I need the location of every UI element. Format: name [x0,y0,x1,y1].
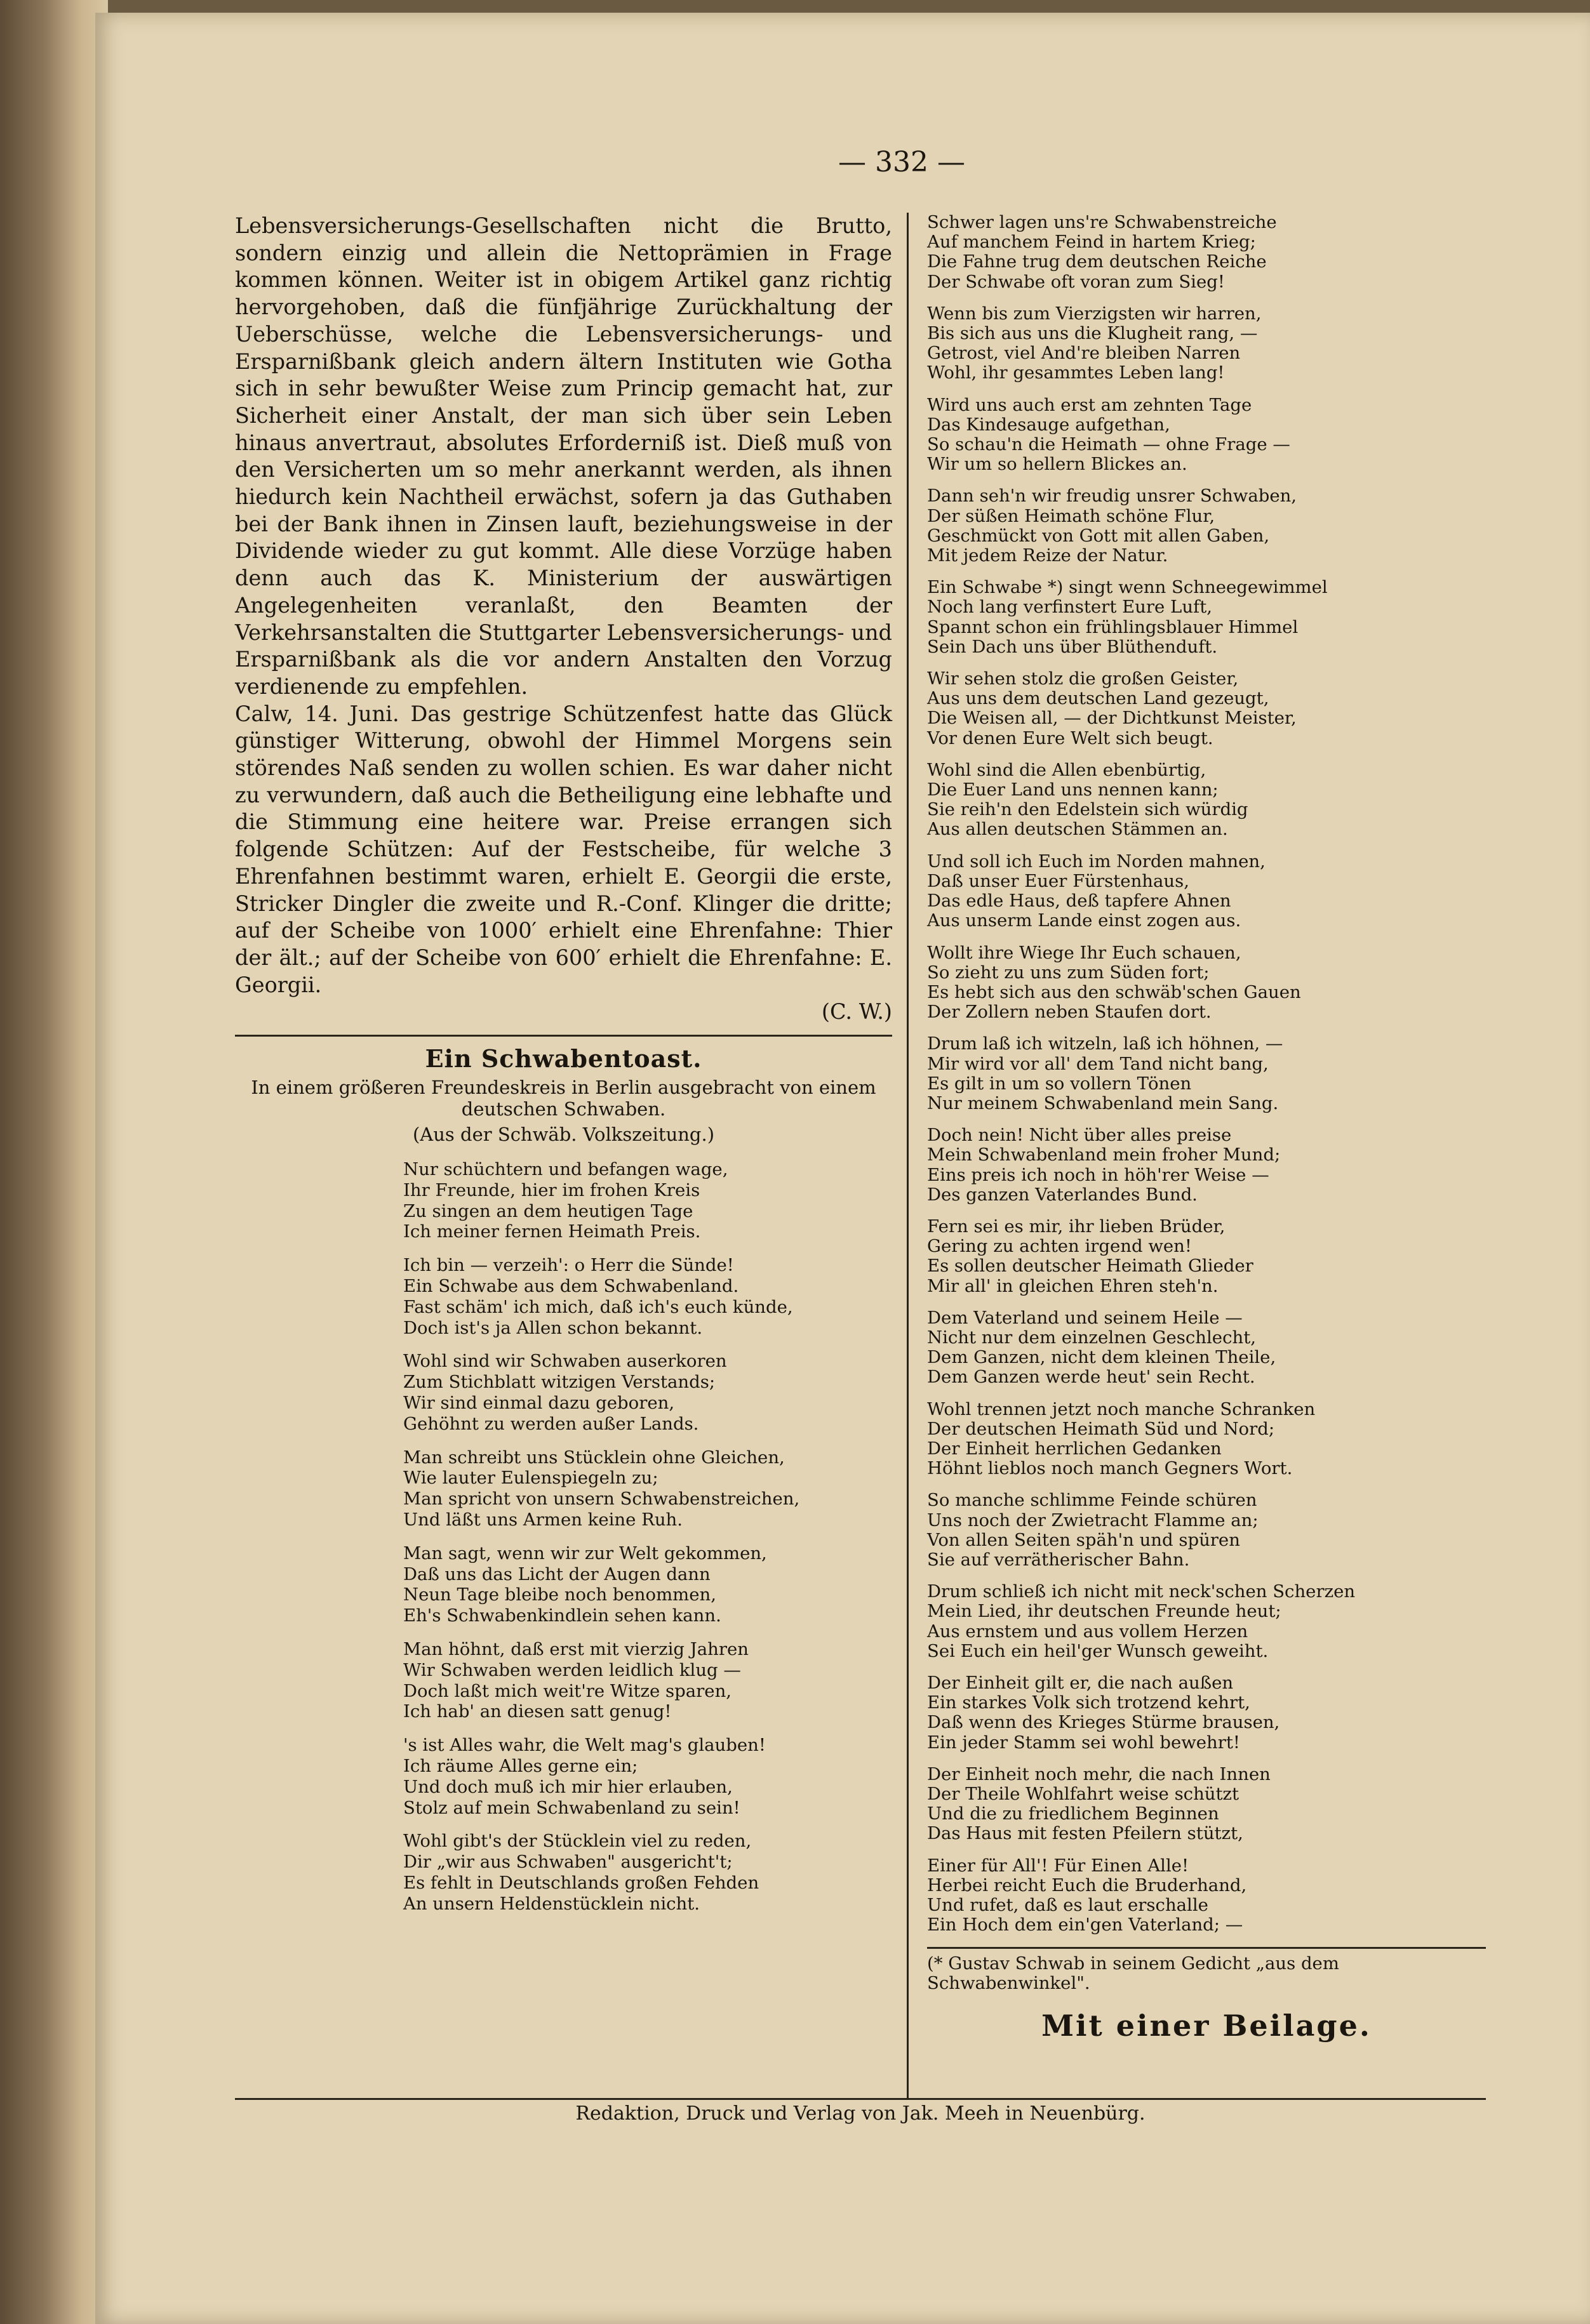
verse-line: Das Haus mit festen Pfeilern stützt, [927,1823,1243,1844]
verse-line: Mein Lied, ihr deutschen Freunde heut; [927,1601,1281,1622]
verse-line: Ich meiner fernen Heimath Preis. [403,1221,701,1242]
page-number: — 332 — [838,146,965,178]
verse-line: So manche schlimme Feinde schüren [927,1490,1257,1511]
verse-line: Ich bin — verzeih': o Herr die Sünde! [403,1255,734,1276]
verse-line: Und soll ich Euch im Norden mahnen, [927,851,1266,872]
verse-line: Es fehlt in Deutschlands großen Fehden [403,1873,759,1893]
verse-line: Zum Stichblatt witzigen Verstands; [403,1372,716,1393]
verse-line: Daß unser Euer Fürstenhaus, [927,870,1189,891]
calw-shooting-report [235,701,892,1026]
verse-line: Aus uns dem deutschen Land gezeugt, [927,688,1269,709]
verse-line: Dir „wir aus Schwaben" ausgericht't; [403,1852,733,1873]
verse-line: Der Einheit noch mehr, die nach Innen [927,1763,1271,1784]
verse-line: Dem Ganzen werde heut' sein Recht. [927,1367,1255,1388]
verse-line: Sie reih'n den Edelstein sich würdig [927,799,1248,820]
verse-line: Wohl trennen jetzt noch manche Schranken [927,1398,1316,1419]
verse-line: Die Weisen all, — der Dichtkunst Meister, [927,708,1297,729]
stanza [927,1034,1486,1113]
stanza [927,486,1486,566]
stanza [927,852,1486,931]
verse-line: Wir sind einmal dazu geboren, [403,1393,675,1414]
verse-line: Wir sehen stolz die großen Geister, [927,668,1239,689]
verse-line: Schwer lagen uns're Schwabenstreiche [927,212,1277,232]
verse-line: Wie lauter Eulenspiegeln zu; [403,1468,658,1489]
section-divider [235,1035,892,1037]
stanza [403,1735,892,1818]
supplement-notice: Mit einer Beilage. [1041,2009,1372,2043]
verse-line: Bis sich aus uns die Klugheit rang, — [927,323,1258,344]
toast-poem-right [927,213,1486,1935]
verse-line: Ihr Freunde, hier im frohen Kreis [403,1179,700,1200]
verse-line: Mir all' in gleichen Ehren steh'n. [927,1275,1219,1296]
verse-line: Die Fahne trug dem deutschen Reiche [927,251,1267,272]
verse-line: Fast schäm' ich mich, daß ich's euch künde, [403,1296,793,1317]
verse-line: Höhnt lieblos noch manch Gegners Wort. [927,1458,1293,1479]
verse-line: So schau'n die Heimath — ohne Frage — [927,434,1290,455]
imprint-divider [235,2098,1486,2100]
verse-line: Ein Hoch dem ein'gen Vaterland; — [927,1915,1243,1936]
verse-line: Wohl sind wir Schwaben auserkoren [403,1351,727,1372]
stanza [927,1765,1486,1844]
verse-line: Sei Euch ein heil'ger Wunsch geweiht. [927,1640,1269,1661]
verse-line: Stolz auf mein Schwabenland zu sein! [403,1797,740,1818]
stanza [927,1400,1486,1479]
verse-line: Man schreibt uns Stücklein ohne Gleichen, [403,1447,785,1468]
verse-line: Gehöhnt zu werden außer Lands. [403,1413,699,1434]
verse-line: Getrost, viel And're bleiben Narren [927,343,1241,364]
verse-line: Gering zu achten irgend wen! [927,1236,1192,1257]
verse-line: Ein starkes Volk sich trotzend kehrt, [927,1692,1250,1713]
verse-line: Eins preis ich noch in höh'rer Weise — [927,1164,1269,1185]
verse-line: Der Zollern neben Staufen dort. [927,1002,1212,1023]
verse-line: Spannt schon ein frühlingsblauer Himmel [927,616,1299,637]
toast-intro: In einem größeren Freundeskreis in Berlin ausgebracht von einem deutschen Schwaben. [251,1077,876,1120]
verse-line: Eh's Schwabenkindlein sehen kann. [403,1605,721,1626]
verse-line: Des ganzen Vaterlandes Bund. [927,1184,1198,1205]
verse-line: Dem Vaterland und seinem Heile — [927,1307,1243,1328]
verse-line: Ein Schwabe aus dem Schwabenland. [403,1276,739,1297]
verse-line: Einer für All'! Für Einen Alle! [927,1855,1189,1876]
verse-line: Drum schließ ich nicht mit neck'schen Scherzen [927,1581,1356,1602]
verse-line: Man sagt, wenn wir zur Welt gekommen, [403,1543,767,1564]
verse-line: Und doch muß ich mir hier erlauben, [403,1776,733,1797]
verse-line: Doch laßt mich weit're Witze sparen, [403,1680,732,1701]
stanza [403,1159,892,1242]
stanza [927,1217,1486,1296]
verse-line: Aus ernstem und aus vollem Herzen [927,1621,1248,1642]
stanza [403,1543,892,1626]
stanza [927,304,1486,383]
verse-line: Vor denen Eure Welt sich beugt. [927,727,1213,748]
verse-line: Der Einheit gilt er, die nach außen [927,1673,1234,1693]
verse-line: Ein Schwabe *) singt wenn Schneegewimmel [927,577,1328,598]
right-column [927,213,1486,2043]
stanza [927,1856,1486,1936]
verse-line: Es gilt in um so vollern Tönen [927,1073,1192,1094]
stanza [927,1491,1486,1570]
left-column [235,213,892,1927]
verse-line: Das edle Haus, deß tapfere Ahnen [927,891,1231,912]
verse-line: Von allen Seiten späh'n und spüren [927,1529,1240,1550]
verse-line: Wohl sind die Allen ebenbürtig, [927,759,1206,780]
verse-line: Der deutschen Heimath Süd und Nord; [927,1418,1275,1439]
verse-line: Auf manchem Feind in hartem Krieg; [927,232,1256,253]
verse-line: Nur meinem Schwabenland mein Sang. [927,1092,1279,1113]
verse-line: An unsern Heldenstücklein nicht. [403,1893,700,1914]
verse-line: Wenn bis zum Vierzigsten wir harren, [927,303,1262,324]
verse-line: Uns noch der Zwietracht Flamme an; [927,1510,1259,1531]
verse-line: Mein Schwabenland mein froher Mund; [927,1145,1281,1165]
verse-line: Noch lang verfinstert Eure Luft, [927,597,1212,618]
imprint: Redaktion, Druck und Verlag von Jak. Meeh in Neuenbürg. [575,2102,1146,2125]
stanza [403,1831,892,1914]
insurance-article [235,213,892,701]
verse-line: Doch nein! Nicht über alles preise [927,1125,1232,1146]
verse-line: Und rufet, daß es laut erschalle [927,1895,1208,1916]
verse-line: Sein Dach uns über Blüthenduft. [927,636,1218,657]
verse-line: Wir um so hellern Blickes an. [927,454,1187,475]
footnote: (* Gustav Schwab in seinem Gedicht „aus dem Schwabenwinkel". [927,1947,1486,1993]
verse-line: Ich hab' an diesen satt genug! [403,1701,672,1722]
stanza [403,1351,892,1434]
verse-line: Und läßt uns Armen keine Ruh. [403,1510,683,1531]
verse-line: Drum laß ich witzeln, laß ich höhnen, — [927,1033,1283,1054]
verse-line: Daß wenn des Krieges Stürme brausen, [927,1712,1280,1733]
verse-line: Wohl, ihr gesammtes Leben lang! [927,362,1225,383]
verse-line: 's ist Alles wahr, die Welt mag's glauben! [403,1735,766,1756]
verse-line: Wollt ihre Wiege Ihr Euch schauen, [927,942,1241,963]
verse-line: Der Einheit herrlichen Gedanken [927,1438,1222,1459]
stanza [927,1582,1486,1661]
verse-line: Herbei reicht Euch die Bruderhand, [927,1875,1247,1896]
verse-line: Wir Schwaben werden leidlich klug — [403,1659,741,1680]
verse-line: Sie auf verrätherischer Bahn. [927,1549,1190,1570]
verse-line: Mir wird vor all' dem Tand nicht bang, [927,1053,1269,1074]
stanza [403,1447,892,1531]
insurance-article-text: Lebensversicherungs-Gesellschaften nicht die Brutto, sondern einzig und allein die Nettoprämien in Frage kommen können. Weiter ist in obigem Artikel ganz richtig hervorgehoben, daß die fünfjährige Zurückhaltung der Ueberschüsse, welche die Lebensversicherungs- und Ersparnißbank gleich andern ältern Instituten wie Gotha sich in sehr bewußter Weise zum Princip gemacht hat, zur Sicherheit einer Anstalt, der man sich über sein Leben hinaus anvertraut, absolutes Erforderniß ist. Dieß muß von den Versicherten um so mehr anerkannt werden, als ihnen hiedurch kein Nachtheil erwächst, sofern ja das Guthaben bei der Bank ihnen in Zinsen lauft, beziehungsweise in der Dividende wieder zu gut kommt. Alle diese Vorzüge haben denn auch das K. Ministerium der auswärtigen Angelegenheiten veranlaßt, den Beamten der Verkehrsanstalten die Stuttgarter Lebensversicherungs- und Ersparnißbank als die vor andern Anstalten den Vorzug verdienende zu empfehlen. [235,213,892,699]
verse-line: Dem Ganzen, nicht dem kleinen Theile, [927,1347,1276,1368]
verse-line: Das Kindesauge aufgethan, [927,414,1170,435]
verse-line: Der Schwabe oft voran zum Sieg! [927,271,1225,292]
stanza [927,943,1486,1023]
book-spine-edge [0,0,108,2324]
calw-report-text: Calw, 14. Juni. Das gestrige Schützenfest hatte das Glück günstiger Witterung, obwohl der Himmel Morgens sein störendes Naß senden zu wollen schien. Es war daher nicht zu verwundern, daß auch die Betheiligung eine lebhafte und die Stimmung eine heitere war. Preise errangen sich folgende Schützen: Auf der Festscheibe, für welche 3 Ehrenfahnen bestimmt waren, erhielt E. Georgii die erste, Stricker Dingler die zweite und R.-Conf. Klinger die dritte; auf der Scheibe von 1000′ erhielt eine Ehrenfahne: Thier der ält.; auf der Scheibe von 600′ erhielt die Ehrenfahne: E. Georgii. [235,701,892,997]
verse-line: Es hebt sich aus den schwäb'schen Gauen [927,981,1301,1002]
verse-line: Man höhnt, daß erst mit vierzig Jahren [403,1639,749,1660]
verse-line: Nicht nur dem einzelnen Geschlecht, [927,1327,1256,1348]
verse-line: Der Theile Wohlfahrt weise schützt [927,1784,1239,1805]
verse-line: Es sollen deutscher Heimath Glieder [927,1256,1253,1277]
toast-title: Ein Schwabentoast. [425,1044,702,1073]
stanza [927,1673,1486,1753]
verse-line: Dann seh'n wir freudig unsrer Schwaben, [927,486,1297,507]
verse-line: Wohl gibt's der Stücklein viel zu reden, [403,1831,752,1852]
stanza [927,395,1486,475]
toast-source: (Aus der Schwäb. Volkszeitung.) [412,1124,715,1146]
verse-line: Neun Tage bleibe noch benommen, [403,1584,716,1605]
verse-line: Nur schüchtern und befangen wage, [403,1159,728,1180]
stanza [403,1639,892,1722]
stanza [927,669,1486,748]
verse-line: Ich räume Alles gerne ein; [403,1756,638,1777]
stanza [403,1255,892,1338]
verse-line: Zu singen an dem heutigen Tage [403,1200,693,1221]
verse-line: Ein jeder Stamm sei wohl bewehrt! [927,1732,1240,1753]
verse-line: So zieht zu uns zum Süden fort; [927,962,1210,983]
stanza [927,760,1486,840]
verse-line: Die Euer Land uns nennen kann; [927,780,1219,800]
stanza [927,1308,1486,1388]
verse-line: Man spricht von unsern Schwabenstreichen, [403,1489,800,1510]
verse-line: Mit jedem Reize der Natur. [927,545,1168,566]
verse-line: Geschmückt von Gott mit allen Gaben, [927,525,1270,546]
verse-line: Daß uns das Licht der Augen dann [403,1564,711,1584]
verse-line: Fern sei es mir, ihr lieben Brüder, [927,1216,1226,1237]
verse-line: Wird uns auch erst am zehnten Tage [927,394,1252,415]
toast-poem-left [235,1159,892,1915]
stanza [927,578,1486,657]
verse-line: Aus allen deutschen Stämmen an. [927,819,1228,840]
stanza [927,1125,1486,1205]
verse-line: Aus unserm Lande einst zogen aus. [927,910,1241,931]
column-divider [907,213,909,2098]
stanza [927,213,1486,292]
verse-line: Doch ist's ja Allen schon bekannt. [403,1317,703,1338]
verse-line: Und die zu friedlichem Beginnen [927,1803,1219,1824]
calw-report-source: (C. W.) [821,999,892,1025]
verse-line: Der süßen Heimath schöne Flur, [927,505,1215,526]
